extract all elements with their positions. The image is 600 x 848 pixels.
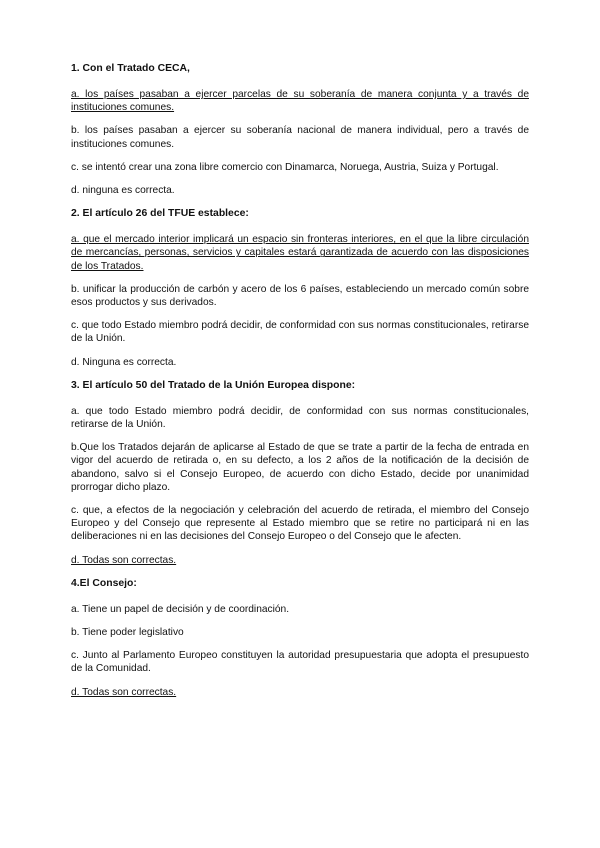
option-d: d. ninguna es correcta. <box>71 185 175 197</box>
option-d: d. Todas son correctas. <box>71 554 177 566</box>
question-title: 4.El Consejo: <box>71 577 137 589</box>
option-b: b. unificar la producción de carbón y acero de los 6 países, estableciendo un mercado común sobre esos productos y sus derivados. <box>71 283 529 309</box>
option-c: c. Junto al Parlamento Europeo constituyen la autoridad presupuestaria que adopta el presupuesto de la Comunidad. <box>71 650 529 675</box>
option-a: a. Tiene un papel de decisión y de coordinación. <box>71 603 290 615</box>
option-c: c. que, a efectos de la negociación y celebración del acuerdo de retirada, el miembro del Consejo Europeo y del Consejo que represente al Estado miembro que se retire no participará ni en las deliberaciones ni en las decisiones del Consejo Europeo o del Consejo que le afecten. <box>71 505 529 543</box>
question-title: 2. El artículo 26 del TFUE establece: <box>71 208 249 220</box>
option-b: b.Que los Tratados dejarán de aplicarse al Estado de que se trate a partir de la fecha de entrada en vigor del acuerdo de retirada o, en su defecto, a los 2 años de la notificación de la decisión de abandono, salvo si el Consejo Europeo, de acuerdo con dicho Estado, decide por unanimidad prorrogar dicho plazo. <box>71 442 529 493</box>
option-c: c. que todo Estado miembro podrá decidir, de conformidad con sus normas constitucionales, retirarse de la Unión. <box>71 320 529 345</box>
option-a: a. los países pasaban a ejercer parcelas de su soberanía de manera conjunta y a través de instituciones comunes. <box>71 89 529 114</box>
question-1 <box>71 62 529 197</box>
question-title: 3. El artículo 50 del Tratado de la Unión Europea dispone: <box>71 379 356 391</box>
option-b: b. Tiene poder legislativo <box>71 627 184 639</box>
question-3 <box>71 379 529 567</box>
question-4 <box>71 577 529 699</box>
question-2 <box>71 207 529 369</box>
option-c: c. se intentó crear una zona libre comercio con Dinamarca, Noruega, Austria, Suiza y Portugal. <box>71 161 499 173</box>
option-d: d. Ninguna es correcta. <box>71 356 177 368</box>
option-b: b. los países pasaban a ejercer su soberanía nacional de manera individual, pero a través de instituciones comunes. <box>71 125 529 150</box>
document-page <box>71 62 529 709</box>
option-d: d. Todas son correctas. <box>71 686 177 698</box>
option-a: a. que todo Estado miembro podrá decidir, de conformidad con sus normas constitucionales, retirarse de la Unión. <box>71 405 529 431</box>
question-title: 1. Con el Tratado CECA, <box>71 63 190 74</box>
option-a: a. que el mercado interior implicará un espacio sin fronteras interiores, en el que la libre circulación de mercancías, personas, servicios y capitales estará garantizada de acuerdo con las disposiciones de los Tratados. <box>71 234 529 272</box>
